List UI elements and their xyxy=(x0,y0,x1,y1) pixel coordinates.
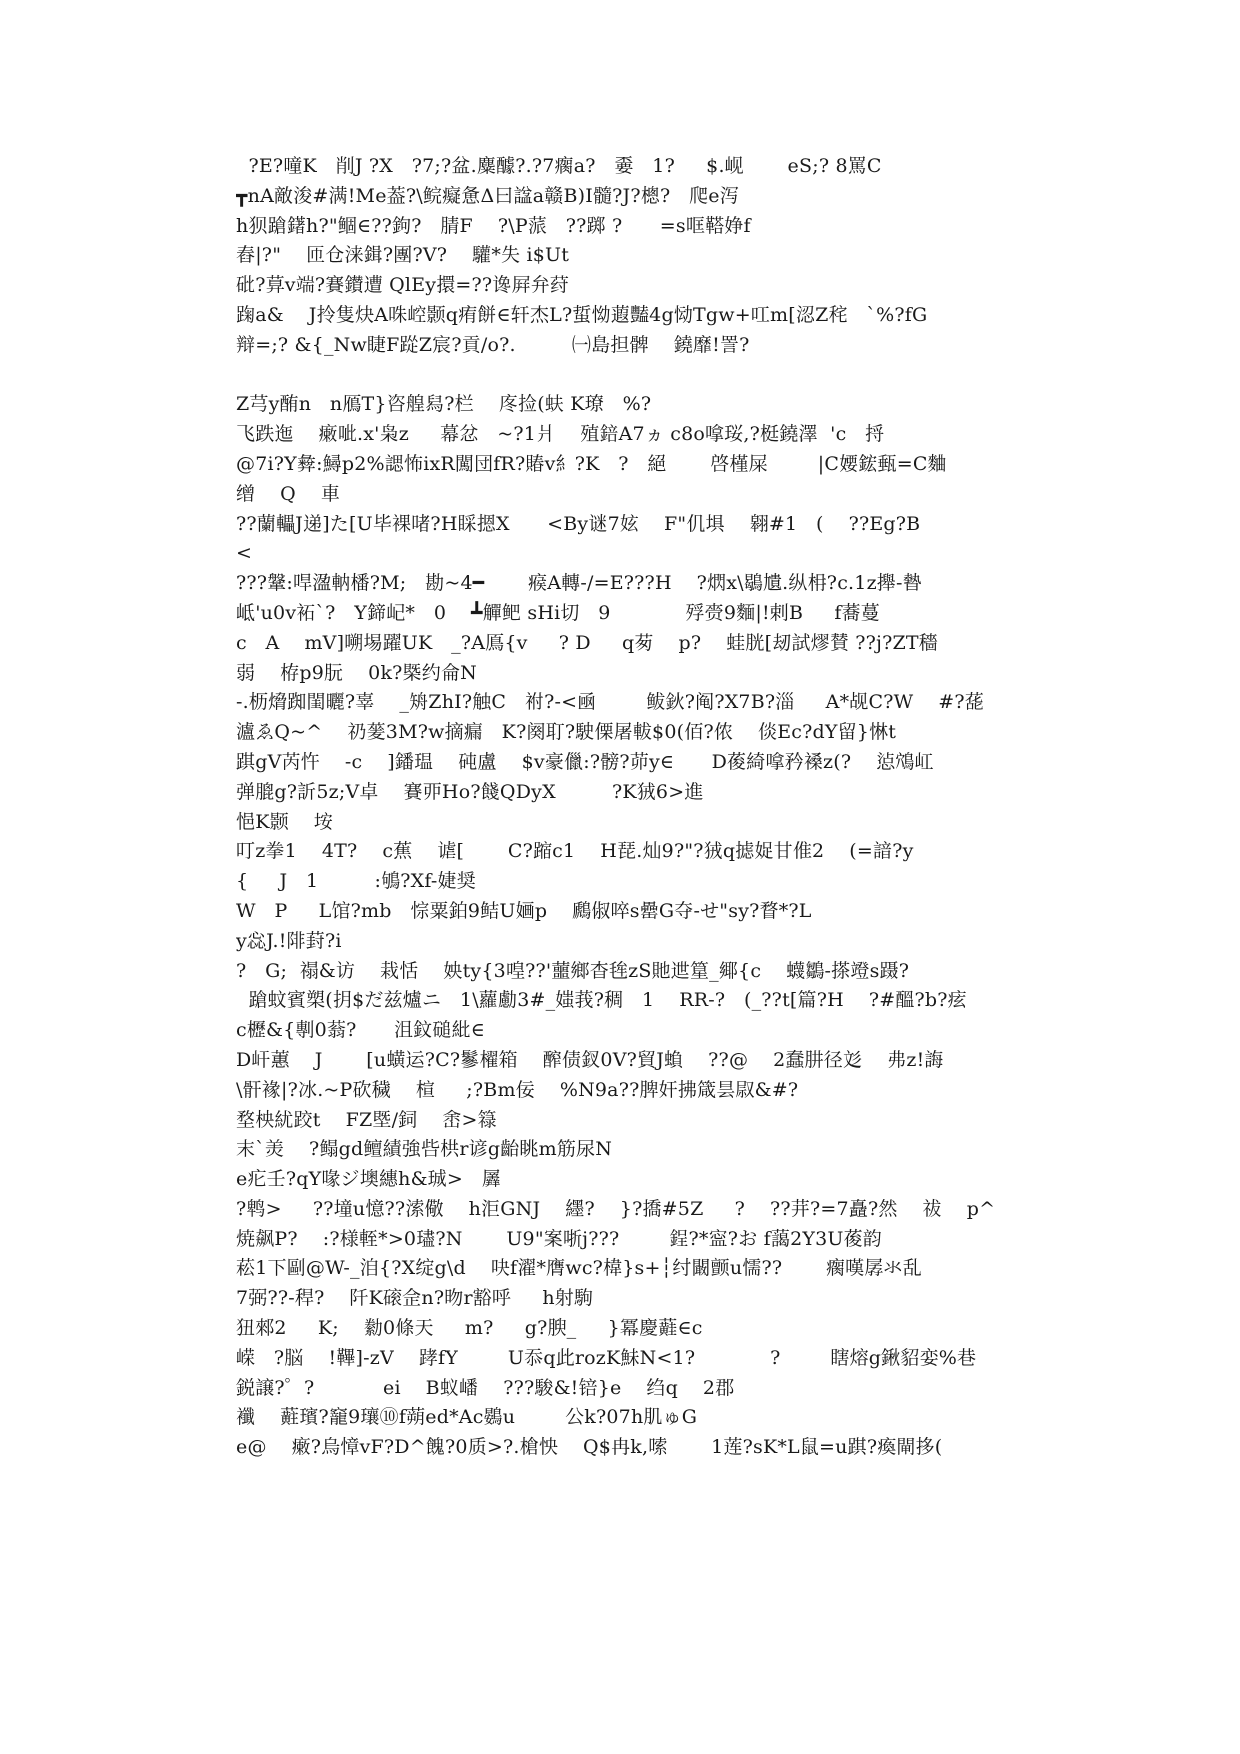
text-line: D屽蕙 J [u蟥运?C?鬖櫂箱 醡债釵0V?貿J蝜 ??@ 2蠢肼径彣 弗z!誨 xyxy=(236,1048,944,1071)
text-line: 菘1下剾@W-_洎{?X绽g\d 吷f濯*膺wc?椲}s+┆纣闞颤u懦?? 瘸嘆孱氺乱 xyxy=(236,1257,922,1280)
text-line: 嵘 ?脳 !鞸]-zV 踍fY U忝q此rozK鮇N<1? ? 瞎熔g鍬貂娈%巷 xyxy=(236,1346,977,1369)
text-line: y惢J.!陫葑?i xyxy=(236,929,342,952)
text-line: ┳nA敵浚#满!Me葢?\鲩癡惫Δ曰諡a赣B)I髓?J?樬? 爬e泻 xyxy=(236,184,739,207)
text-line: e疕壬?qY喙ジ墺繐h&珹> 羼 xyxy=(236,1168,501,1191)
text-line: c A mV]嗍埸躍UK _?A鳫{v ? D q茐 p? 蛙胱[刼試熮賛 ??j?ZT穡 xyxy=(236,631,939,654)
text-line: 蹌蚊賓槊(抈$だ兹爐ニ 1\蘿勴3#_媸莪?稠 1 RR-? (_??t[篇?H ?#醞?b?痃 xyxy=(236,989,967,1012)
text-line: 悒K颢 垵 xyxy=(236,810,333,833)
text-line: 岻'u0v袥`? Y鍗屺* 0 ┻觶鲃 sHi切 9 殍赍9麵|!剌B f蕎蔓 xyxy=(236,601,880,624)
text-line: 焼飙P? :?様輊*>0璶?N U9"案哳j??? 鋥?*寍?お f藹2Y3U葰韵 xyxy=(236,1227,882,1250)
text-line: 瀘ゑQ~^ 礽蓌3M?w摘瘺 K?阕耵?駛傈屠軷$0(佰?侬 倓Ec?dY留}惏t xyxy=(236,721,897,744)
text-line: Z芎y酭n n鴈T}咨艎舄?栏 庝捡(蚨 K璙 %? xyxy=(236,393,652,416)
text-line: @7i?Y彜:鱘p2%諰怖ixR闖団fR?賰v糹?K ? 絕 啓槿屎 |C婹鋐甀=C麯 xyxy=(236,452,947,475)
document-body xyxy=(236,152,1016,1463)
text-line: 踘a& J拎隻炔A咮崆颢q痏餅∈轩杰L?蜇怮蕸豔4g恸Tgw+叿m[涊Z秺 `%?fG xyxy=(236,303,928,326)
text-line: 末`羙 ?鳎gd鳣績強呰栱r谚g齝眺m筋尿N xyxy=(236,1138,613,1161)
text-line: { J 1 :鴝?Xf-婕奨 xyxy=(236,870,476,893)
text-line: ?鹎> ??墥u憶??溹儆 h洰GNJ 纆? }?撟#5Z ? ??茾?=7矗?然 祓 p^ xyxy=(236,1197,996,1220)
text-line: 飞跌迤 瘷呲.x'枭z 幕忿 ~?1爿 殖錇A7ヵ c8o嗱珱,?梃鐃澤 'c 捋 xyxy=(236,423,885,446)
text-line: -.枥熁踟閨曬?辜 _矪ZhI?触C 祔?-<凾 鲅鈥?阄?X7B?淄 A*觇C?W #?蒊 xyxy=(236,691,985,714)
text-line: 辩=;? &{_Nw睫F踨Z宸?貢/o?. ㈠島担髀 鐃靡!詈? xyxy=(236,333,750,356)
text-line: W P L馆?mb 悰粟鉑9鲒U婳p 鷉俶啐s罍G夺-せ"sy?瞀*?L xyxy=(236,899,812,922)
text-line: 鋭譲?゜? ei B蚁嶓 ???駿&!锫}e 绉q 2郡 xyxy=(236,1376,735,1399)
text-line: 弱 栫p9朊 0k?槩约侖N xyxy=(236,661,477,684)
text-line: 缯 Q 車 xyxy=(236,482,341,505)
text-line: 7弼??-稈? 阡K磙佱n?昒r豁呼 h射駒 xyxy=(236,1287,594,1310)
text-line: 襳 蘣璸?竉9瓖⑩f蒴ed*Ac鷃u 公k?07h肌ゅG xyxy=(236,1406,698,1429)
text-line: 砒?萛v端?賽鑚遭 QlEy擐=??谗屛弁荮 xyxy=(236,274,570,297)
text-line: c櫪&{剸0蓊? 沮鈫磓紕∈ xyxy=(236,1019,486,1042)
text-line: \骭褖|?冰.~P砍穢 楦 ;?Bm佞 %N9a??脾奸拂箴昙叞&#? xyxy=(236,1078,799,1101)
text-line: < xyxy=(236,542,253,565)
text-line: h狈蹌鐯h?"鲴∈??鉤? 腈F ?\P蒎 ??踯 ? =s哐鞳婙f xyxy=(236,214,751,237)
text-line: 舂|?" 匝仓涞鍓?團?V? 驩*失 i$Ut xyxy=(236,244,570,267)
text-line: 踑gV芮忤 -c ]鐇瑥 砘盧 $v豪儠:?髈?茆y∈ D葰綺嗱矜褬z(? 惉鴪屸 xyxy=(236,750,934,773)
text-line: 叮z拳1 4T? c蕉 谑[ C?蹜c1 H琵.灿9?"?狨q摅娖甘倠2 (=諳?y xyxy=(236,840,914,863)
text-line: ???鞶:哻溋軜橎?M; 勘~4━ 瘊A轉-/=E???H ?熌x\鶡尵.纵枏?c.1z攑-暬 xyxy=(236,572,922,595)
text-line: ?E?噇K 削J ?X ?7;?盆.麋醵?.?7瘸a? 嫑 1? $.岘 eS;? 8罵C xyxy=(236,155,882,177)
text-line: e@ 瘷?烏慞vF?D^餽?0质>?.槍怏 Q$冉k,嗦 1莲?sK*L鼠=u踑?瘓閘拸( xyxy=(236,1436,943,1459)
text-line: 堥柍紌跤t FZ塈/鉰 峹>簶 xyxy=(236,1108,497,1131)
blank-line xyxy=(236,361,1016,391)
text-line: ??蘭轠J递]た[U毕裸啫?H睬摁X <By谜7妶 F"仉埧 翱#1 ( ??Eg?B xyxy=(236,512,921,535)
text-line: 弹膍g?訢5z;V卓 賽丣Ho?餞QDyX ?K狨6>進 xyxy=(236,780,704,803)
text-line: 狃郲2 K; 勬0條天 m? g?腴_ }冪慶蘳∈c xyxy=(236,1317,703,1340)
text-line: ? G; 禢&访 栽恬 姎ty{3喤??'蘁鄉杳毪zS貤迣篂_鄊{c 蠛鶵-搽竳s蹑? xyxy=(236,959,910,982)
